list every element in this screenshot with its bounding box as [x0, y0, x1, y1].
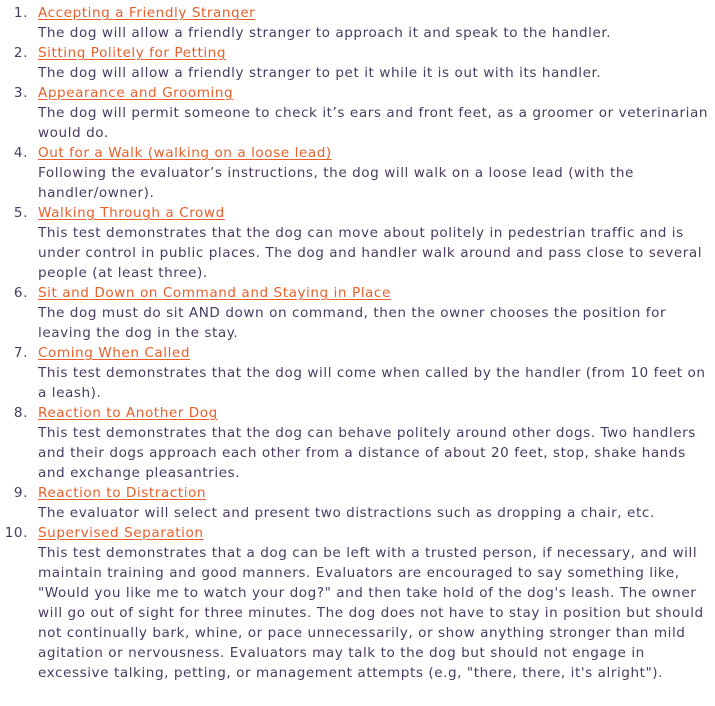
list-item — [0, 43, 709, 83]
list-item — [0, 343, 709, 403]
item-title-link[interactable]: Walking Through a Crowd — [38, 205, 225, 221]
list-item — [0, 483, 709, 523]
item-description: The dog will allow a friendly stranger to approach it and speak to the handler. — [38, 25, 612, 41]
list-item — [0, 143, 709, 203]
item-number: 1. — [13, 5, 28, 21]
item-title-link[interactable]: Out for a Walk (walking on a loose lead) — [38, 145, 332, 161]
item-number: 10. — [4, 525, 28, 541]
item-number: 8. — [13, 405, 28, 421]
item-description: The dog will permit someone to check it’s ears and front feet, as a groomer or veterinarian would do. — [38, 105, 708, 141]
item-number: 9. — [13, 485, 28, 501]
item-title-link[interactable]: Supervised Separation — [38, 525, 204, 541]
test-items-list — [0, 3, 709, 683]
list-item — [0, 403, 709, 483]
item-description: This test demonstrates that a dog can be left with a trusted person, if necessary, and will maintain training and good manners. Evaluators are encouraged to say something like, "Would you like me to watch your dog?" and then take hold of the dog's leash. The owner will go out of sight for three minutes. The dog does not have to stay in position but should not continually bark, whine, or pace unnecessarily, or show anything stronger than mild agitation or nervousness. Evaluators may talk to the dog but should not engage in excessive talking, petting, or management attempts (e.g, "there, there, it's alright"). — [38, 545, 704, 681]
list-item — [0, 523, 709, 683]
item-description: This test demonstrates that the dog can behave politely around other dogs. Two handlers and their dogs approach each other from a distance of about 20 feet, stop, shake hands and exchange pleasantries. — [38, 425, 696, 481]
list-item — [0, 3, 709, 43]
item-description: Following the evaluator’s instructions, the dog will walk on a loose lead (with the handler/owner). — [38, 165, 634, 201]
item-description: The dog will allow a friendly stranger to pet it while it is out with its handler. — [38, 65, 602, 81]
list-item — [0, 83, 709, 143]
item-number: 4. — [13, 145, 28, 161]
list-item — [0, 283, 709, 343]
item-number: 6. — [13, 285, 28, 301]
item-number: 5. — [13, 205, 28, 221]
item-title-link[interactable]: Accepting a Friendly Stranger — [38, 5, 256, 21]
item-number: 7. — [13, 345, 28, 361]
item-number: 3. — [13, 85, 28, 101]
item-description: This test demonstrates that the dog will come when called by the handler (from 10 feet on a leash). — [38, 365, 706, 401]
item-title-link[interactable]: Reaction to Distraction — [38, 485, 207, 501]
item-description: The evaluator will select and present two distractions such as dropping a chair, etc. — [38, 505, 655, 521]
item-description: The dog must do sit AND down on command, then the owner chooses the position for leaving the dog in the stay. — [38, 305, 667, 341]
item-number: 2. — [13, 45, 28, 61]
item-title-link[interactable]: Coming When Called — [38, 345, 191, 361]
item-title-link[interactable]: Reaction to Another Dog — [38, 405, 218, 421]
list-item — [0, 203, 709, 283]
item-title-link[interactable]: Appearance and Grooming — [38, 85, 234, 101]
item-title-link[interactable]: Sitting Politely for Petting — [38, 45, 226, 61]
item-description: This test demonstrates that the dog can move about politely in pedestrian traffic and is under control in public places. The dog and handler walk around and pass close to several people (at least three). — [38, 225, 703, 281]
item-title-link[interactable]: Sit and Down on Command and Staying in Place — [38, 285, 391, 301]
